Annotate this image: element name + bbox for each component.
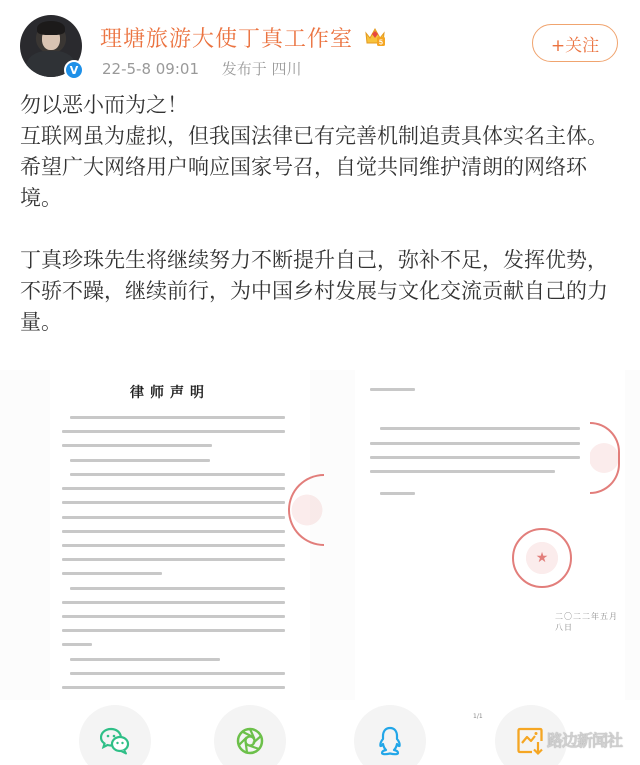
- post-timestamp: 22-5-8 09:01: [102, 60, 199, 78]
- doc-date: 二〇二二年五月八日: [555, 612, 618, 632]
- paragraph-gap: [20, 214, 620, 245]
- doc-title: 律师声明: [130, 385, 210, 401]
- wechat-icon: [100, 727, 130, 755]
- post-meta: [102, 58, 302, 79]
- share-bar: [0, 700, 640, 765]
- qq-icon: [377, 726, 403, 756]
- red-seal-right-bottom: [512, 528, 572, 588]
- post-content: [20, 90, 620, 338]
- post-location: 发布于 四川: [221, 60, 302, 78]
- avatar-hair: [37, 21, 65, 35]
- moments-icon: [235, 726, 265, 756]
- share-moments-button[interactable]: [214, 705, 286, 765]
- post-header: [0, 0, 640, 85]
- svg-text:5: 5: [379, 39, 383, 47]
- content-paragraph-2: 丁真珍珠先生将继续努力不断提升自己，弥补不足，发挥优势，不骄不躁，继续前行，为中国乡村发展与文化交流贡献自己的力量。: [20, 248, 608, 334]
- share-wechat-button[interactable]: [79, 705, 151, 765]
- lawyer-statement-image[interactable]: [0, 370, 640, 720]
- content-line-2: 互联网虽为虚拟，但我国法律已有完善机制追责具体实名主体。希望广大网络用户响应国家号召，自觉共同维护清朗的网络环境。: [20, 124, 608, 210]
- doc-page-left: [50, 370, 310, 700]
- author-name[interactable]: 理塘旅游大使丁真工作室: [100, 27, 354, 52]
- follow-button[interactable]: +关注: [532, 24, 618, 62]
- crown-member-icon: [364, 25, 386, 47]
- doc-page-right: [355, 370, 625, 720]
- watermark-text: 路边新闻社: [547, 731, 623, 750]
- share-qq-button[interactable]: [354, 705, 426, 765]
- seal-star-icon: ★: [535, 550, 549, 566]
- content-line-1: 勿以恶小而为之！: [20, 93, 188, 117]
- save-image-icon: [516, 726, 546, 756]
- verified-badge-icon: V: [64, 60, 84, 80]
- doc-page-number: 1/1: [473, 713, 483, 720]
